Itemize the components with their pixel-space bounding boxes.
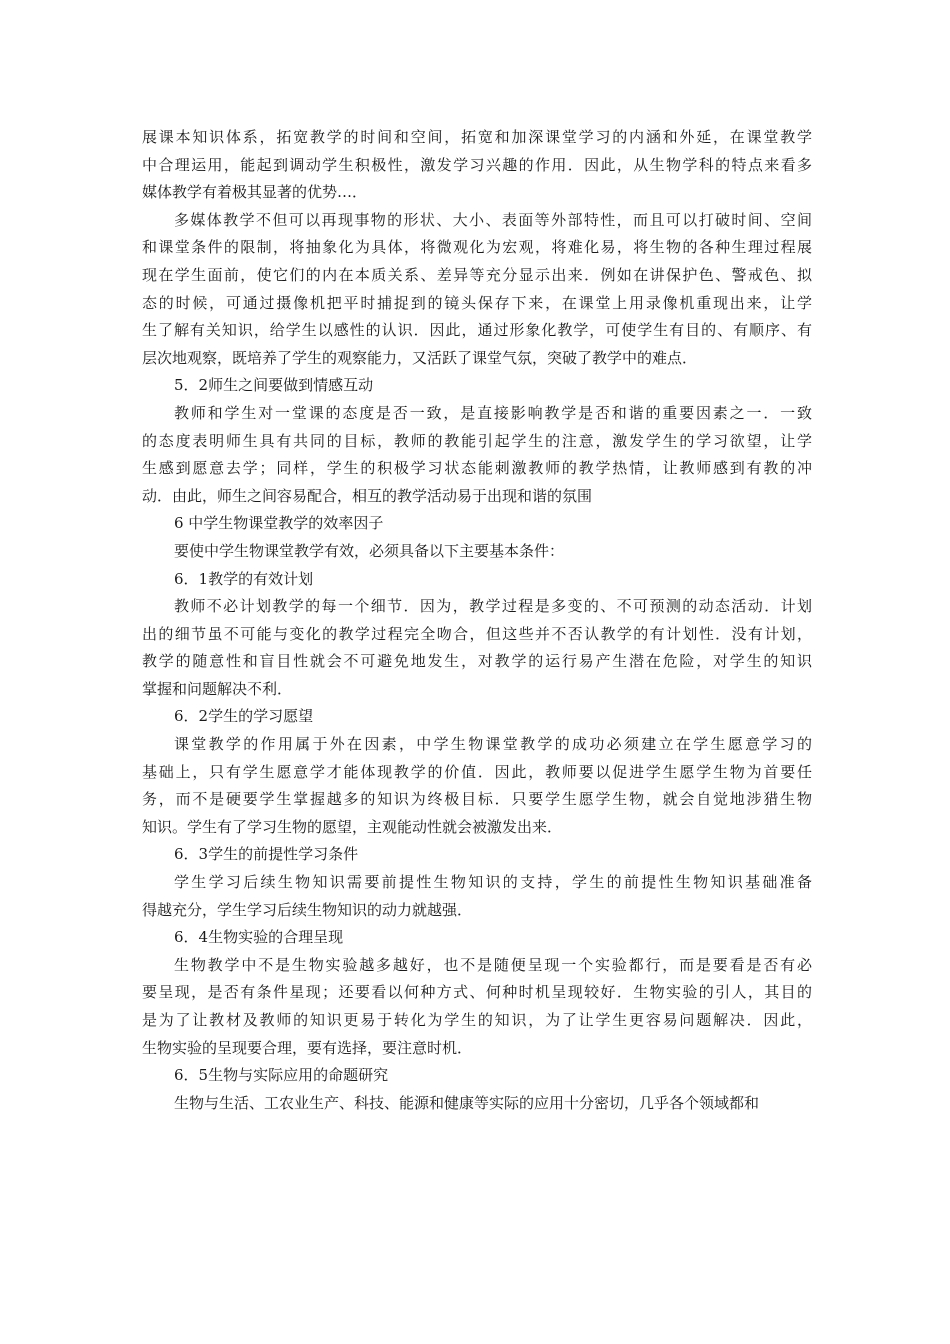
document-page (142, 124, 812, 1117)
paragraph-line: 现在学生面前，使它们的内在本质关系、差异等充分显示出来．例如在讲保护色、警戒色、拟 (142, 265, 812, 284)
paragraph-line: 生物教学中不是生物实验越多越好，也不是随便呈现一个实验都行，而是要看是否有必 (174, 955, 812, 974)
paragraph-line: 生了解有关知识，给学生以感性的认识．因此，通过形象化教学，可使学生有目的、有顺序、有 (142, 321, 812, 340)
paragraph-line: 教师和学生对一堂课的态度是否一致，是直接影响教学是否和谐的重要因素之一．一致 (174, 403, 812, 422)
paragraph-line: 生物实验的呈现要合理，要有选择，要注意时机． (142, 1038, 473, 1057)
paragraph-line: 展课本知识体系，拓宽教学的时间和空间，拓宽和加深课堂学习的内涵和外延，在课堂教学 (142, 128, 812, 146)
paragraph-line: 层次地观察，既培养了学生的观察能力，又活跃了课堂气氛，突破了教学中的难点． (142, 348, 698, 367)
paragraph-line: 的态度表明师生具有共同的目标，教师的教能引起学生的注意，激发学生的学习欲望，让学 (142, 431, 812, 450)
paragraph-line: 基础上，只有学生愿意学才能体现教学的价值．因此，教师要以促进学生愿学生物为首要任 (142, 762, 812, 781)
section-heading: 5．2师生之间要做到情感互动 (174, 376, 374, 395)
paragraph-line: 得越充分，学生学习后续生物知识的动力就越强． (142, 900, 473, 919)
paragraph-line: 生感到愿意去学；同样，学生的积极学习状态能刺激教师的教学热情，让教师感到有教的冲 (142, 459, 812, 478)
paragraph-line: 掌握和问题解决不利． (142, 679, 293, 698)
paragraph-line: 学生学习后续生物知识需要前提性生物知识的支持，学生的前提性生物知识基础准备 (174, 873, 812, 892)
paragraph-line: 教师不必计划教学的每一个细节．因为，教学过程是多变的、不可预测的动态活动．计划 (174, 597, 812, 616)
paragraph-line: 出的细节虽不可能与变化的教学过程完全吻合，但这些并不否认教学的有计划性．没有计划， (142, 624, 812, 643)
paragraph-line: 教学的随意性和盲目性就会不可避免地发生，对教学的运行易产生潜在危险，对学生的知识 (142, 652, 812, 671)
paragraph-line: 多媒体教学不但可以再现事物的形状、大小、表面等外部特性，而且可以打破时间、空间 (174, 210, 812, 229)
paragraph-line: 动．由此，师生之间容易配合，相互的教学活动易于出现和谐的氛围 (142, 486, 593, 505)
paragraph-line: 知识。学生有了学习生物的愿望，主观能动性就会被激发出来． (142, 817, 563, 836)
paragraph-line: 要使中学生物课堂教学有效，必须具备以下主要基本条件： (174, 541, 565, 560)
section-heading: 6．2学生的学习愿望 (174, 707, 314, 726)
section-heading: 6．5生物与实际应用的命题研究 (174, 1066, 389, 1085)
section-heading: 6 中学生物课堂教学的效率因子 (174, 514, 384, 533)
section-heading: 6．3学生的前提性学习条件 (174, 845, 359, 864)
paragraph-line: 中合理运用，能起到调动学生积极性，激发学习兴趣的作用．因此，从生物学科的特点来看多 (142, 155, 812, 174)
paragraph-line: 和课堂条件的限制，将抽象化为具体，将微观化为宏观，将难化易，将生物的各种生理过程展 (142, 238, 812, 257)
paragraph-line: 要呈现，是否有条件星现；还要看以何种方式、何种时机呈现较好．生物实验的引人，其目的 (142, 983, 812, 1002)
paragraph-line: 态的时候，可通过摄像机把平时捕捉到的镜头保存下来，在课堂上用录像机重现出来，让学 (142, 293, 812, 312)
paragraph-line: 是为了让教材及教师的知识更易于转化为学生的知识，为了让学生更容易问题解决．因此， (142, 1011, 812, 1029)
section-heading: 6．1教学的有效计划 (174, 569, 314, 588)
paragraph-line: 务，而不是硬要学生掌握越多的知识为终极目标．只要学生愿学生物，就会自觉地涉猎生物 (142, 790, 812, 809)
section-heading: 6．4生物实验的合理呈现 (174, 928, 344, 947)
paragraph-line: 课堂教学的作用属于外在因素，中学生物课堂教学的成功必须建立在学生愿意学习的 (174, 735, 812, 754)
paragraph-line: 生物与生活、工农业生产、科技、能源和健康等实际的应用十分密切，几乎各个领域都和 (174, 1093, 760, 1112)
paragraph-line: 媒体教学有着极其显著的优势…． (142, 183, 368, 202)
